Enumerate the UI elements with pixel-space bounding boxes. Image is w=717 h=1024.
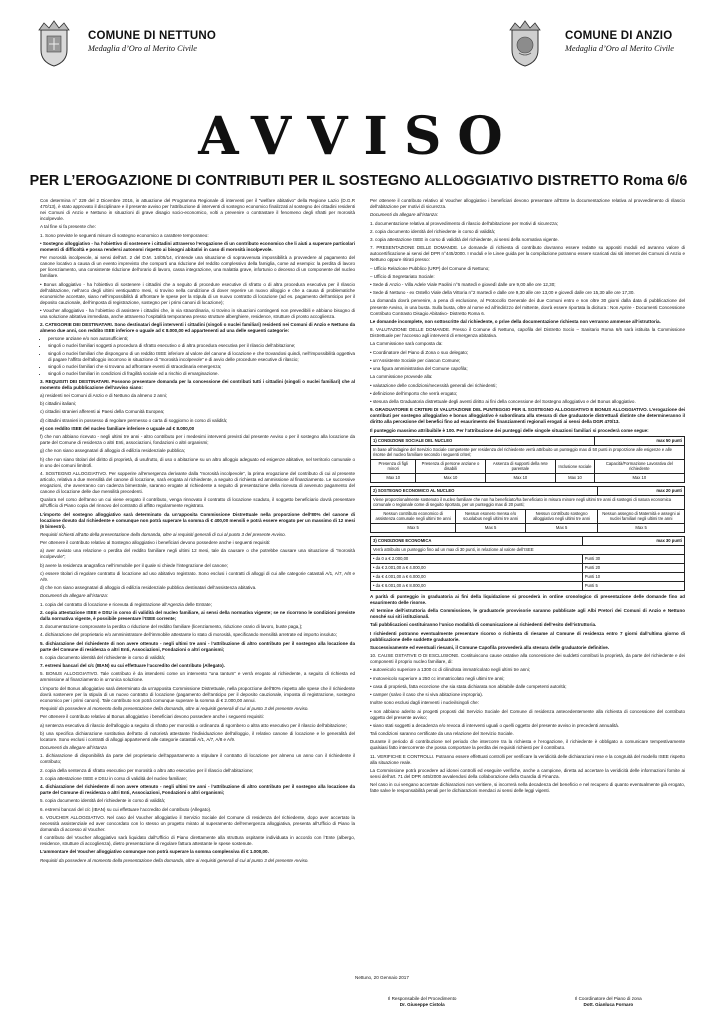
table-header-cell: Presenza di persone anziane o disabili bbox=[416, 459, 485, 473]
list-item: • una figura amministrativa del Comune capofila; bbox=[370, 366, 468, 372]
criterion-3-text: Verrà attribuito un punteggio fino ad un max di 30 punti, in relazione al valore dell’ISEE bbox=[371, 545, 685, 554]
table-header-cell: Nessun contributo sostegno alloggiativo negli ultimi tre anni bbox=[525, 509, 597, 523]
section-7-incomplete: Le domande incomplete, non sottoscritte dal richiedente, o prive della documentazione richiesta non verranno ammesse all’istruttoria. bbox=[370, 318, 661, 324]
section-11-verifiche: 11. VERIFICHE E CONTROLLI. Potranno essere effettuati controlli per verificare la veridicità delle dichiarazioni rese e la congruità del modello ISEE rispetto alla situazione reale. bbox=[370, 753, 685, 765]
section-8-composition: La Commissione sarà composta da: bbox=[370, 341, 443, 347]
section-2-destinatari: 2. CATEGORIE DEI DESTINATARI. Sono destinatari degli interventi i cittadini (singoli o nuclei familiari) residenti nei Comuni di Anzio e Nettuno da almeno due anni, con reddito ISEE inferiore o uguale ad € 8.000,00 ed appartenenti ad una delle seguenti categorie: bbox=[40, 322, 355, 334]
section-6-amount: L’ammontare del Voucher alloggiativo comunque non potrà superare la somma complessiva di € 1.000,00. bbox=[40, 849, 269, 855]
tie-break-rule: A parità di punteggio in graduatoria ai fini della liquidazione si procederà in ordine cronologico di presentazione delle domande fino ad esaurimento delle risorse. bbox=[370, 593, 685, 605]
list-item: • singoli o nuclei familiari in condizioni di fragilità sociale ed a rischio di emarginazione. bbox=[48, 371, 355, 377]
signature-right bbox=[575, 996, 642, 1008]
table-cell: Punti 5 bbox=[582, 581, 684, 590]
section-8-tasks: La commissione provvede alla: bbox=[370, 374, 433, 380]
table-cell: Max 10 bbox=[556, 473, 595, 482]
list-item: b) avere la residenza anagrafica nell’immobile per il quale si chiede l’integrazione del canone; bbox=[40, 562, 229, 568]
criterion-3-table bbox=[370, 536, 685, 591]
section-4-requirements-note: Requisiti richiesti all’atto della presentazione della domanda, oltre ai requisiti generali di cui al punto 3 del presente Avviso. bbox=[40, 531, 286, 537]
list-item: – Ufficio di Segretariato Sociale: bbox=[370, 273, 435, 279]
list-item: 3. copia attestazione ISEE e DSU in corso di validità del nucleo familiare; bbox=[40, 775, 188, 781]
section-9-graduatorie: 9. GRADUATORIE E CRITERI DI VALUTAZIONE DEL PUNTEGGIO PER IL SOSTEGNO ALLOGGIATIVO E BONUS ALLOGGIATIVO. L’erogazione dei contributi per sostegno alloggiativo e bonus alloggiativo è subordinata alla stesura di due graduatorie distrettuali distinte che determineranno il diritto alla percezione del benefici fino ad esaurimento dei finanziamenti regionali erogati ai sensi della DGR 470/13. bbox=[370, 407, 685, 425]
list-item: g) che non siano assegnatari di alloggio di edilizia residenziale pubblica; bbox=[40, 448, 186, 454]
voucher-requirements: Per ottenere il contributo relativo al Voucher alloggiativo i beneficiari devono presentare all’Ente la documentazione relativa al provvedimento di rilascio dell’abitazione per motivi di sicurezza. bbox=[370, 198, 685, 210]
intro-note: A tal fine si fa presente che: bbox=[40, 224, 96, 230]
list-item: • camper (salvo il caso che si viva abitazione impropria). bbox=[370, 692, 484, 698]
table-cell: • da € 2.001,00 a € 4.000,00 bbox=[371, 563, 583, 572]
list-item: • stesura della Graduatoria distrettuale degli aventi diritto ai fini della concessione del Sostegno alloggiativo e del Bonus alloggiativo. bbox=[370, 398, 636, 404]
comune-anzio-medal: Medaglia d’Oro al Merito Civile bbox=[565, 44, 674, 53]
list-item: • casa di proprietà, fatta eccezione che sia stata dichiarata non abitabile dalle competenti autorità; bbox=[370, 683, 567, 689]
criterion-1-text: In base all’indagine del Servizio Sociale competente per residenza del richiedente verrà attribuito un punteggio max di 50 punti in proporzione alle esigenze e alle risorse del nucleo familiare secondo i seguenti criteri; bbox=[371, 445, 685, 459]
list-item: d) cittadini stranieri in possesso di regolare permesso o carta di soggiorno in corso di validità; bbox=[40, 417, 228, 423]
list-item: 7. estremi bancari del c/c (IBAN) su cui effettuare l’accredito del contributo (Allegato). bbox=[40, 663, 225, 669]
section-5-requirements-intro: Per ottenere il contributo relativo al Bonus alloggiativo i beneficiari devono possedere anche i seguenti requisiti: bbox=[40, 714, 264, 720]
comune-nettuno-block bbox=[88, 30, 216, 53]
table-cell: Max 5 bbox=[371, 523, 456, 532]
issue-date: Nettuno, 20 Gennaio 2017 bbox=[355, 975, 409, 980]
comune-nettuno-name: COMUNE DI NETTUNO bbox=[88, 30, 216, 42]
table-cell: Max 5 bbox=[598, 523, 685, 532]
list-item: f) che non abbiano ricevuto - negli ultimi tre anni - altro contributo per i medesimi interventi previsti dal presente Avviso o per il sostegno alla locazione da parte del Comune di residenza o altri Enti, associazioni, fondazioni o altri organismi; bbox=[40, 434, 355, 446]
list-item: 3. documentazione comprovante la perdita o riduzione del reddito familiare (licenziamento, riduzione orario di lavoro, buste paga,); bbox=[40, 624, 303, 630]
table-cell: Max 10 bbox=[416, 473, 485, 482]
list-item: a) aver avviato una relazione o perdita del reddito familiare negli ultimi 12 mesi, tale da causare o che potrebbe causare una situazione di “morosità incolpevole”; bbox=[40, 548, 355, 560]
list-item: b) una specifica dichiarazione sostitutiva dell’atto di notorietà attestante l’individuazione dell’alloggio, il relativo canone di locazione e le generalità del locatore. Sono esclusi i contratti di alloggi appartenenti alle categorie catastali A/1, A/7, A/8 e A/9. bbox=[40, 730, 355, 742]
section-7-domande: 7. PRESENTAZIONE DELLE DOMANDE. Le domande di richiesta di contributo dovranno essere redatte su appositi moduli ed avranno valore di autocertificazione ai sensi del DPR n°445/2000. I moduli e le Linee guida per la compilazione potranno essere scaricati dai siti internet dei Comuni di Anzio e Nettuno oppure ritirati presso: bbox=[370, 245, 685, 263]
criterion-3-title: 3) CONDIZIONE ECONOMICA bbox=[371, 536, 583, 545]
list-item: 1. documentazione relativa al provvedimento di rilascio dell’abitazione per motivi di sicurezza; bbox=[370, 220, 559, 226]
list-item: • non abbiano aderito ai progetti proposti dal Servizio Sociale del Comune di residenza antecedentemente alla richiesta di concessione del contributo oggetto del presente avviso; bbox=[370, 708, 685, 720]
table-cell: Max 10 bbox=[371, 473, 416, 482]
body-columns bbox=[40, 198, 685, 866]
signature-right-role: Il Coordinatore del Piano di zona bbox=[575, 996, 642, 1001]
list-item: 6. estremi bancari del c/c (IBAN) su cui effettuare l’accredito del contributo (Allegato). bbox=[40, 806, 212, 812]
list-item: 5. dichiarazione del richiedente di non avere ottenuto - negli ultimi tre anni - l’attribuzione di altro contributo per il sostegno alla locazione da parte del Comune di residenza o altri Enti, Associazioni, Fondazioni o altri organismi; bbox=[40, 640, 355, 652]
list-item: • un’Assistente Sociale per ciascun Comune; bbox=[370, 357, 461, 363]
criterion-2-max: max 20 punti bbox=[598, 486, 685, 495]
list-item: b) cittadini italiani; bbox=[40, 401, 77, 407]
nettuno-crest-icon bbox=[35, 20, 73, 68]
criterion-1-max: max 50 punti bbox=[594, 436, 684, 445]
list-item: 3. copia attestazione ISEE in corso di validità del richiedente, ai sensi della normativa vigente. bbox=[370, 236, 559, 242]
section-6-requirements-note: Requisiti da possedere al momento della presentazione della domanda, oltre ai requisiti generali di cui al punto 3 del presente Avviso. bbox=[40, 857, 309, 863]
notice-title: AVVISO bbox=[198, 106, 519, 167]
table-header-cell: Presenza di figli minori bbox=[371, 459, 416, 473]
table-header-cell: Nessun esonero mensa e/o scuolabus negli ultimi tre anni bbox=[456, 509, 526, 523]
section-6-liquidation: Il contributo del Voucher alloggiativo sarà liquidato dall’Ufficio di Piano direttamente alla struttura ospitante individuata in accordo con l’Ente (albergo, residence, strutture di accoglienza), dietro presentazione di regolare fattura attestante le spese sostenute. bbox=[40, 835, 355, 847]
list-item: 5. copia documento identità del richiedente in corso di validità; bbox=[40, 798, 166, 804]
section-10-obligation: Durante il periodo di contribuzione nel periodo che intercorre tra la richiesta e l’erogazione, il richiedente è obbligato a comunicare tempestivamente qualsiasi fatto intercorrente che possa comportare la perdita dei requisiti richiesti per il contributo. bbox=[370, 739, 685, 751]
docs-2-title: Documenti da allegare all’istanza bbox=[40, 745, 107, 751]
table-cell: Punti 30 bbox=[582, 554, 684, 563]
criterion-2-text: Viene proporzionalmente sostenuto il nucleo familiare che non ha beneficiato/ha beneficiato in misura minore negli ultimi tre anni di sostegni di natura economica comunale o regionale come di seguito riportato, per un punteggio max di 20 punti; bbox=[371, 495, 685, 509]
list-item: a) sentenza esecutiva di rilascio dell’alloggio a seguito di sfratto per morosità o ordinanza di sgombero o altra atto esecutivo per il rilascio dell’abitazione; bbox=[40, 722, 347, 728]
criterion-1-title: 1) CONDIZIONE SOCIALE DEL NUCLEO bbox=[371, 436, 595, 445]
morosita-definition: Per morosità incolpevole, ai sensi dell’art. 2 del D.M. 14/05/14, s’intende una situazione di sopravvenuta impossibilità a provvedere al pagamento del canone locativo a causa di un evento imprevisto che comporti una riduzione del reddito complessivo della famiglia, come ad esempio: la perdita di lavoro per licenziamento, una consistente riduzione dell’orario di lavoro, cassa integrazione, una malattia grave, infortunio o decesso di un componente del nucleo familiare. bbox=[40, 255, 355, 279]
voucher-definition: • Voucher alloggiativo - ha l’obiettivo di assistere i cittadini che, in via straordinaria, si trovino in situazioni contingenti non prevedibili e abbiano bisogno di una soluzione abitativa immediata, anche attraverso l’ospitalità temporanea presso strutture alberghiere, residence, strutture di pronto accoglienza. bbox=[40, 307, 355, 319]
section-10-exclusions-intro: Inoltre sono esclusi dagli interventi i nuclei/singoli che: bbox=[370, 700, 479, 706]
table-header-cell: Assenza di supporti della rete parentale bbox=[485, 459, 556, 473]
list-item: e) con reddito ISEE del nucleo familiare inferiore o uguale ad € 8.000,00 bbox=[40, 425, 195, 431]
list-item: 2. copia documento identità del richiedente in corso di validità; bbox=[370, 228, 496, 234]
provisional-ranking: Al termine dell’istruttoria della Commissione, le graduatorie provvisorie saranno pubblicate agli Albi Pretori dei Comuni di Anzio e Nettuno nonché sui siti istituzionali. bbox=[370, 608, 685, 620]
table-header-cell: Capacità/Formazione Lavorativa del richiedente bbox=[594, 459, 684, 473]
signature-left bbox=[388, 996, 456, 1008]
list-item: 2. copia attestazione ISEE e DSU in corso di validità del nucleo familiare, ai sensi della normativa vigente; se ne ricorrono le condizioni previste dalla normativa vigente, è possibile presentare l’ISEE corrente; bbox=[40, 609, 355, 621]
notice-subtitle: PER L’EROGAZIONE DI CONTRIBUTI PER IL SOSTEGNO ALLOGGIATIVO DISTRETTO Roma 6/6 bbox=[29, 173, 688, 189]
table-cell: Punti 20 bbox=[582, 563, 684, 572]
left-column bbox=[40, 198, 355, 866]
list-item: • valutazione delle condizioni/necessità generali dei richiedenti; bbox=[370, 382, 497, 388]
table-header-cell: Inclusione sociale bbox=[556, 459, 595, 473]
section-4-sostegno: 4. SOSTEGNO ALLOGGIATIVO. Per sopperire all’emergenza derivante dalla “morosità incolpevole”, la prima erogazione del contributo di cui al presente articolo, relativa a due mensilità del canone di locazione, sarà erogata al richiedente, a seguito di richiesta ed ammissione al finanziamento. Le successive erogazioni, che avverranno con cadenza bimestrale, saranno erogate al richiedente a seguito di presentazione della ricevuta di avvenuto pagamento del canone di locazione delle due mensilità precedenti. bbox=[40, 470, 355, 495]
table-cell: • da € 4.001,00 a € 6.000,00 bbox=[371, 572, 583, 581]
section-6-voucher: 6. VOUCHER ALLOGGIATIVO. Nel caso del Voucher alloggiativo il Servizio Sociale del Comune di residenza del richiedente, dopo aver accertato la necessità assistenziale ed aver concordato con lo stesso un progetto mirato al superamento dell’emergenza alloggiativa, presenta all’Ufficio di Piano la domanda di accesso al Voucher. bbox=[40, 814, 355, 832]
section-5-amount: L’importo del Bonus alloggiativo sarà determinato da un’apposita Commissione Distrettuale, nella proporzione dell’80% rispetto alle spese che il richiedente dovrà sostenere per la stipula di un nuovo contratto di locazione (pagamento dell’anticipo per il deposito cauzionale, imposta di registrazione, sostegno economico per i primi canoni). Tale contributo non potrà comunque superare la somma di € 2.000,00 annui. bbox=[40, 685, 355, 703]
docs-1-title: Documenti da allegare all’istanza: bbox=[40, 593, 108, 599]
section-7-deadline: La domanda dovrà pervenire, a pena di esclusione, al Protocollo Generale dei due Comuni entro e non oltre 30 giorni dalla data di pubblicazione del presente Avviso, in una busta. Sulla busta, oltre al nome ed all’indirizzo del mittente, dovrà essere riportata la dicitura : Non Aprire - Documenti Concessione Contributo Contrasto Disagio Abitativo- Distretto Roma 6. bbox=[370, 298, 685, 316]
signature-left-role: Il Responsabile del Procedimento bbox=[388, 996, 457, 1001]
section-8-valutazione: 8. VALUTAZIONE DELLE DOMANDE. Presso il Comune di Nettuno, capofila del Distretto Socio – Sanitario Roma 6/6 sarà istituita la Commissione Distrettuale per l’accesso agli interventi di emergenza abitativa. bbox=[370, 327, 685, 339]
list-item: • definizione dell’importo che verrà erogato; bbox=[370, 390, 458, 396]
section-11-controls: La Commissione potrà procedere ad idonei controlli ed eseguire verifiche, anche a campione, diretta ad accertare la veridicità delle informazioni fornite ai sensi dell’art. 71 del DPR 445/2000 avvalendosi della collaborazione della Guardia di Finanza. bbox=[370, 767, 685, 779]
table-cell: • da 0 a € 2.000,00 bbox=[371, 554, 583, 563]
table-cell: Max 10 bbox=[485, 473, 556, 482]
list-item: • Sede di Anzio - Villa Adele Viale Paolini n°6 martedì e giovedì dalle ore 9,00 alle ore 12,30; bbox=[370, 282, 556, 288]
table-cell: Punti 10 bbox=[582, 572, 684, 581]
section-5-bonus: 5. BONUS ALLOGGIATIVO. Tale contributo è da intendersi come un intervento “una tantum” e verrà erogato al richiedente, a seguito di richiesta ed ammissione al finanziamento in un’unica soluzione. bbox=[40, 671, 355, 683]
list-item: – Ufficio Relazione Pubblico (URP) del Comune di Nettuno; bbox=[370, 265, 490, 271]
publication-note: Tali pubblicazioni costituiranno l’unico modalità di comunicazione ai richiedenti dell’esito dell’istruttoria. bbox=[370, 622, 597, 628]
section-10-esclusione: 10. CAUSE OSTATIVE O DI ESCLUSIONE. Costituiscono cause ostative alla concessione dei suddetti contributi la proprietà, da parte del richiedente e dei componenti il proprio nucleo familiare, di: bbox=[370, 653, 685, 665]
list-item: • singoli o nuclei familiari soggetti a procedura di sfratto esecutivo o di altra procedura esecutiva per il rilascio dell’abitazione; bbox=[48, 343, 355, 349]
table-cell: Max 10 bbox=[594, 473, 684, 482]
signature-left-name: Dr. Giuseppe Cistola bbox=[399, 1002, 445, 1007]
list-item: d) che non siano assegnatari di alloggio di edilizia residenziale pubblica destinatari dell’assistenza abitativa. bbox=[40, 585, 257, 591]
list-item: • autoveicolo superiore a 1300 cc di cilindrata immatricolato negli ultimi tre anni; bbox=[370, 667, 531, 673]
bonus-definition: • Bonus alloggiativo - ha l’obiettivo di sostenere i cittadini che a seguito di procedure esecutive di sfratto o di altra procedura esecutiva per il rilascio dell’abitazione, nell’arco degli ultimi ventiquattro mesi, si trovino nella condizione di dover reperire un nuovo alloggio e che a causa di problematiche economiche accertate, siano nell’impossibilità di affrontare le spese per la stipula di un nuovo contratto di locazione (ad es. pagamento dell’anticipo per il deposito cauzionale, dell’imposta di registrazione, sostegno per i primi canoni di locazione); bbox=[40, 281, 355, 305]
criterion-2-title: 2) SOSTEGNO ECONOMICO AL NUCLEO bbox=[371, 486, 598, 495]
list-item: a) residenti nei Comuni di Anzio e di Nettuno da almeno 2 anni; bbox=[40, 393, 168, 398]
sostegno-definition: • Sostegno alloggiativo - ha l’obiettivo di sostenere i cittadini attraverso l’erogazione di un contributo economico che li aiuti a superare particolari momenti di difficoltà e possa rendersi autonomi rispetto ai bisogni abitativi in caso di morosità incolpevole. bbox=[40, 240, 355, 252]
criterion-1-table bbox=[370, 436, 685, 483]
comune-anzio-name: COMUNE DI ANZIO bbox=[565, 30, 673, 42]
section-4-amount: L’importo del sostegno alloggiativo sarà determinato da un’apposita Commissione Distrettuale nella proporzione dell’80% del canone di locazione dovuto dal richiedente e comunque non potrà superare la somma di € 400,00 mensili e potrà essere erogato per un massimo di 12 mesi (6 bimestri). bbox=[40, 511, 355, 529]
intro-paragraph: Con determina n° 229 del 2 Dicembre 2016, in attuazione del Programma Regionale di interventi per il “welfare abitativo” della Regione Lazio (D.G.R 470/13), è stato approvato il disciplinare e il presente avviso per l’attribuzione di interventi di sostegno economico finalizzati al sostegno dei cittadini residenti nei Comuni di Anzio e Nettuno in situazioni di grave disagio socio-economico, volti a prevenire o contrastare il fenomeno degli sfratti per morosità incolpevole. bbox=[40, 198, 355, 222]
table-cell: Max 5 bbox=[525, 523, 597, 532]
comune-anzio-block bbox=[565, 30, 674, 53]
table-header-cell: Nessun contributo economico di assistenza comunale negli ultimi tre anni bbox=[371, 509, 456, 523]
list-item: • persone anziane e/o non autosufficienti; bbox=[48, 336, 355, 342]
list-item: • singoli o nuclei familiari che si trovano ad affrontare eventi di straordinaria emergenza; bbox=[48, 364, 355, 370]
signature-right-name: Dott. Gianluca Fornaro bbox=[583, 1002, 634, 1007]
criterion-3-max: max 30 punti bbox=[582, 536, 684, 545]
list-item: • motoveicolo superiore a 250 cc immatricolato negli ultimi tre anni; bbox=[370, 675, 505, 681]
list-item: 6. copia documento identità del richiedente in corso di validità; bbox=[40, 654, 166, 660]
list-item: c) cittadini stranieri afferenti ai Paesi della Comunità Europea; bbox=[40, 409, 165, 415]
table-cell: Max 5 bbox=[456, 523, 526, 532]
list-item: 2. copia della sentenza di sfratto esecutivo per morosità o altro atto esecutivo per il rilascio dell’abitazione; bbox=[40, 767, 254, 773]
anzio-crest-icon bbox=[506, 20, 544, 68]
list-item: h) che non siano titolari del diritto di proprietà, di usufrutto, di uso o abitazione su un altro alloggio adeguato ed esigenze abitative, nel territorio comunale o in uno dei comuni limitrofi. bbox=[40, 456, 355, 468]
categories-list bbox=[40, 336, 355, 376]
list-item: 4. dichiarazione del proprietario e/o amministratore dell’immobile attestante lo stato di morosità, specificando mensilità arretrate ed importo insoluto; bbox=[40, 632, 337, 638]
section-5-requirements-note: Requisiti da possedere al momento della presentazione della domanda, oltre ai requisiti generali di cui al punto 3 del presente Avviso. bbox=[40, 706, 309, 712]
list-item: 4. dichiarazione del richiedente di non avere ottenuto - negli ultimi tre anni - l’attribuzione di altro contributo per il sostegno alla locazione da parte del Comune di residenza o altri Enti, Associazioni, Fondazioni o altri organismi; bbox=[40, 784, 355, 796]
section-11-penalties: Nel caso in cui vengano accertate dichiarazioni non veritiere, si incorrerà nella decadenza del beneficio e nel recupero di quanto eventualmente già erogato, fatte salve le responsabilità penali per le dichiarazioni mendaci ai sensi delle leggi vigenti. bbox=[370, 782, 685, 794]
right-column bbox=[370, 198, 685, 866]
section-1-heading: 1. Sono previste le seguenti misure di sostegno economico a carattere temporaneo: bbox=[40, 232, 209, 238]
list-item: • siano stati soggetti a decadenza e/o revoca di interventi uguali o quelli oggetto del presente avviso in precedenti annualità. bbox=[370, 722, 620, 728]
appeal-note: I richiedenti potranno eventualmente presentare ricorso o richiesta di riesame al Comune di residenza entro 7 giorni dall’ultima giorno di pubblicazione delle suddette graduatorie. bbox=[370, 630, 685, 642]
final-ranking-note: Successivamente ed eventuali riesami, il Comune Capofila provvederà alla stesura delle graduatorie definitive. bbox=[370, 644, 610, 650]
table-cell: • da € 6.001,00 a € 8.000,00 bbox=[371, 581, 583, 590]
list-item: • Coordinatore del Piano di Zona o suo delegato; bbox=[370, 349, 469, 355]
section-9-max-points: Il punteggio massimo attribuibile è 100. Per l’attribuzione dei punteggi delle singole situazioni familiari si procederà come segue: bbox=[370, 427, 649, 433]
criterion-2-table bbox=[370, 486, 685, 533]
comune-nettuno-medal: Medaglia d’Oro al Merito Civile bbox=[88, 44, 197, 53]
section-3-requisiti: 3. REQUISITI DEI DESTINATARI. Possono presentare domanda per la concessione dei contributi tutti i cittadini (singoli o nuclei familiari) che al momento della pubblicazione dell’avviso siano: bbox=[40, 378, 355, 390]
table-header-cell: Nessun assegno di Maternità e assegni ai nuclei familiari negli ultimi tre anni bbox=[598, 509, 685, 523]
docs-3-title: Documenti da allegare all’istanza: bbox=[370, 212, 438, 218]
list-item: 1. copia del contratto di locazione e ricevuta di registrazione all’Agenzia delle Entrate; bbox=[40, 601, 212, 607]
list-item: c) essere titolari di regolare contratto di locazione ad uso abitativo registrato. Sono esclusi i contratti di alloggi di cui alle categorie catastali A/1, A/7, A/8 e A/9. bbox=[40, 570, 355, 582]
list-item: • singoli o nuclei familiari che dispongono di un reddito ISEE inferiore al valore del canone di locazione e che trovandosi quindi, nell’impossibilità oggettiva di pagare l’affitto dell’alloggio incorrono in situazione di “morosità incolpevole” e di avvio delle procedure esecutive di rilascio; bbox=[48, 351, 355, 363]
section-10-certification: Tali condizioni saranno certificate da una relazione del Servizio Sociale. bbox=[370, 731, 514, 737]
list-item: 1. dichiarazione di disponibilità da parte del proprietario dell’appartamento a stipulare il contratto di locazione per almeno un anno con il richiedente il contributo; bbox=[40, 753, 355, 765]
section-4-requirements-intro: Per ottenere il contributo relativo al Sostegno alloggiativo i beneficiari devono possedere anche i seguenti requisiti: bbox=[40, 540, 271, 546]
section-4-renewal: Qualora nel corso dell’anno un cui viene erogato il contributo, venga rinnovato il contratto di locazione scaduto, il soggetto beneficiario dovrà presentare all’Ufficio di Piano copia del rinnovo del contratto di affitto regolarmente registrato. bbox=[40, 497, 355, 509]
list-item: • Sede di Nettuno - ex Ostello Viale della Vittoria n°2 martedì e dalle ore 9,30 alle ore 13,00 e giovedì dalle ore 15,30 alle ore 17,30. bbox=[370, 290, 635, 296]
